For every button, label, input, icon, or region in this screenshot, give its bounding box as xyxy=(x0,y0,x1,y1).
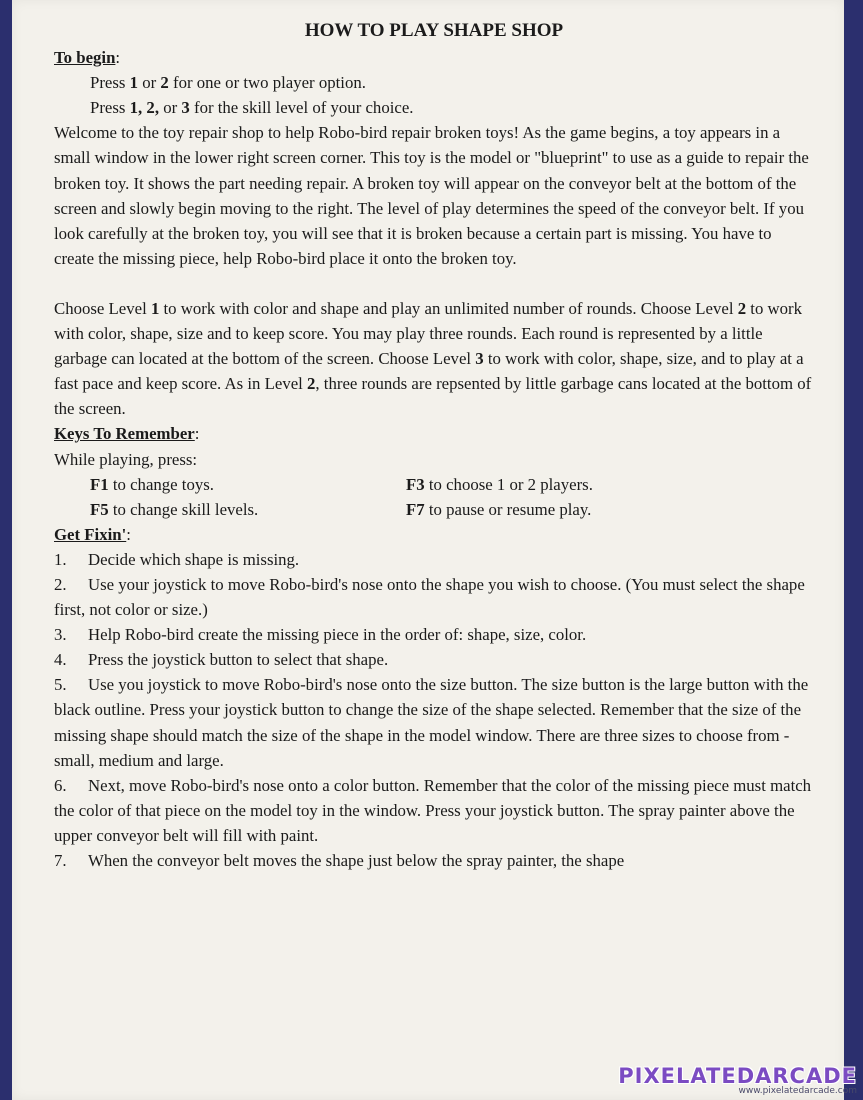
step-item: 4. Press the joystick button to select that shape. xyxy=(54,650,389,670)
step-item: 5. Use you joystick to move Robo-bird's nose onto the size button. The size button is the large button with the black outline. Press your joystick button to change the size of the shape selected. Remember that the size of the missing shape should match the size of the shape in the model window. There are three sizes to choose from - small, medium and large. xyxy=(54,675,809,770)
watermark-url: www.pixelatedarcade.com xyxy=(738,1086,857,1096)
intro-paragraph: Welcome to the toy repair shop to help Robo-bird repair broken toys! As the game begins, a toy appears in a small window in the lower right screen corner. This toy is the model or "blueprint" to use as a guide to repair the broken toy. It shows the part needing repair. A broken toy will appear on the conveyor belt at the bottom of the screen and slowly begin moving to the right. The level of play determines the speed of the conveyor belt. If you look carefully at the broken toy, you will see that it is broken because a certain part is missing. You have to create the missing piece, help Robo-bird place it onto the broken toy. xyxy=(54,123,809,268)
page-title: HOW TO PLAY SHAPE SHOP xyxy=(304,20,564,41)
keys-list xyxy=(54,472,814,522)
player-option-line: Press 1 or 2 for one or two player option. xyxy=(90,73,366,93)
watermark-brand: PIXELATEDARCADE xyxy=(618,1064,857,1088)
instruction-sheet xyxy=(12,0,844,1100)
to-begin-heading: To begin: xyxy=(54,48,121,68)
key-item-f7: F7 to pause or resume play. xyxy=(406,499,592,519)
get-fixin-heading: Get Fixin': xyxy=(54,524,131,544)
step-item: 1. Decide which shape is missing. xyxy=(54,549,300,569)
key-item-f1: F1 to change toys. xyxy=(90,474,214,494)
paragraph-gap xyxy=(54,271,814,296)
skill-level-line: Press 1, 2, or 3 for the skill level of your choice. xyxy=(90,98,414,118)
step-item: 2. Use your joystick to move Robo-bird's nose onto the shape you wish to choose. (You must select the shape first, not color or size.) xyxy=(54,574,805,620)
keys-heading: Keys To Remember: xyxy=(54,424,200,444)
step-item: 7. When the conveyor belt moves the shape just below the spray painter, the shape xyxy=(54,851,625,870)
levels-paragraph: Choose Level 1 to work with color and shape and play an unlimited number of rounds. Choose Level 2 to work with color, shape, size and to keep score. You may play three rounds. Each round is represented by a little garbage can located at the bottom of the screen. Choose Level 3 to work with color, shape, size, and to play at a fast pace and keep score. As in Level 2, three rounds are repsented by little garbage cans located at the bottom of the screen. xyxy=(54,298,812,419)
keys-intro: While playing, press: xyxy=(54,449,198,469)
step-item: 6. Next, move Robo-bird's nose onto a color button. Remember that the color of the missing piece must match the color of that piece on the model toy in the window. Press your joystick button. The spray painter above the upper conveyor belt will fill with paint. xyxy=(54,775,812,845)
document-body xyxy=(54,18,814,873)
key-item-f5: F5 to change skill levels. xyxy=(90,499,259,519)
site-watermark xyxy=(618,1064,857,1096)
step-item: 3. Help Robo-bird create the missing piece in the order of: shape, size, color. xyxy=(54,625,587,645)
key-item-f3: F3 to choose 1 or 2 players. xyxy=(406,474,593,494)
